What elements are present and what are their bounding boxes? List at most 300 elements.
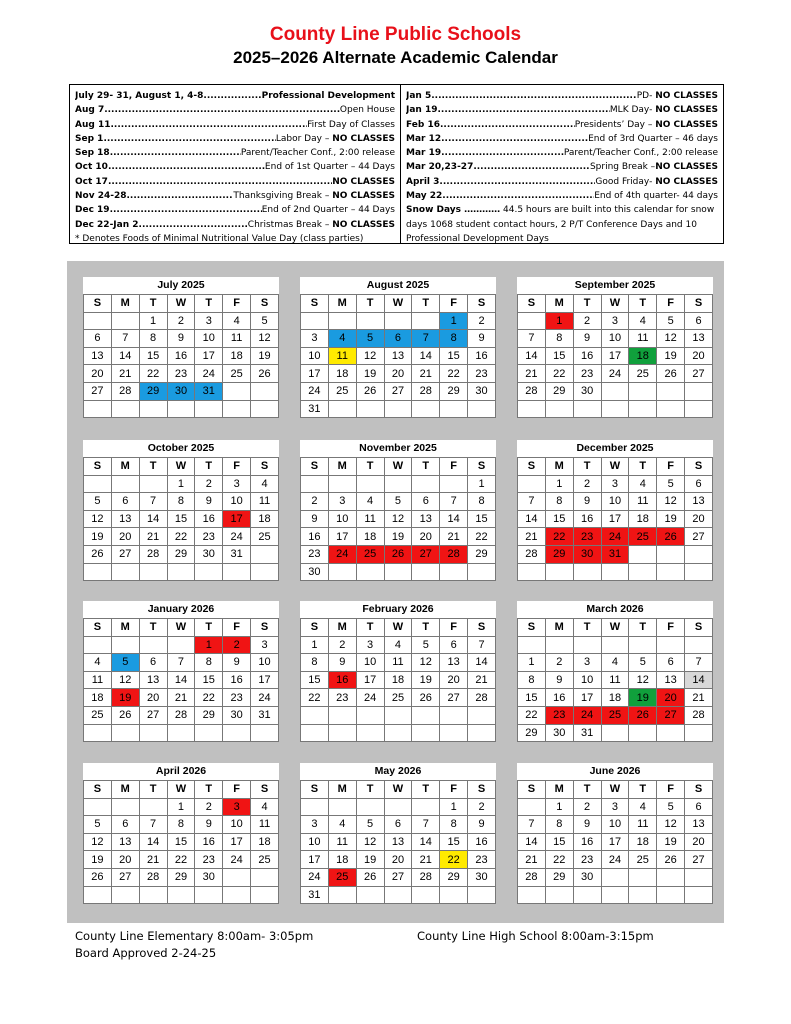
key-date-description-text: Good Friday-	[595, 176, 656, 187]
key-date-row	[75, 218, 395, 232]
key-date-row	[406, 89, 718, 103]
empty-cell	[251, 724, 279, 742]
day-cell: 28	[139, 545, 167, 563]
day-cell: 4	[601, 654, 629, 672]
day-cell: 10	[195, 330, 223, 348]
day-cell: 27	[111, 545, 139, 563]
day-cell: 4	[629, 475, 657, 493]
high-school-hours: County Line High School 8:00am-3:15pm	[417, 929, 654, 943]
day-cell: 31	[195, 382, 223, 400]
empty-cell	[167, 886, 195, 904]
day-cell: 16	[573, 510, 601, 528]
empty-cell	[384, 400, 412, 418]
day-cell: 15	[167, 510, 195, 528]
day-cell: 18	[629, 833, 657, 851]
key-date-date: Aug 11	[75, 119, 111, 130]
day-cell: 11	[84, 671, 112, 689]
weekday-header: T	[412, 295, 440, 313]
day-cell: 22	[167, 851, 195, 869]
calendar-grid	[67, 261, 724, 923]
weekday-header: T	[629, 295, 657, 313]
empty-cell	[223, 886, 251, 904]
month-calendar	[83, 601, 279, 742]
day-cell: 2	[468, 312, 496, 330]
key-date-description-text: Parent/Teacher Conf., 2:00 release	[240, 148, 395, 159]
day-cell: 15	[167, 833, 195, 851]
day-cell: 18	[629, 347, 657, 365]
day-cell: 23	[573, 365, 601, 383]
empty-cell	[301, 706, 329, 724]
day-cell: 17	[573, 689, 601, 707]
day-cell: 20	[440, 671, 468, 689]
weekday-header: S	[251, 619, 279, 637]
month-table	[300, 294, 496, 418]
day-cell: 27	[111, 868, 139, 886]
empty-cell	[412, 475, 440, 493]
day-cell: 13	[111, 833, 139, 851]
empty-cell	[328, 400, 356, 418]
weekday-header: S	[518, 458, 546, 476]
empty-cell	[685, 563, 713, 581]
weekday-header: T	[139, 295, 167, 313]
day-cell: 24	[356, 689, 384, 707]
empty-cell	[657, 724, 685, 742]
month-name: August 2025	[366, 279, 430, 291]
day-cell: 11	[328, 833, 356, 851]
empty-cell	[111, 475, 139, 493]
weekday-header: T	[573, 781, 601, 799]
empty-cell	[84, 636, 112, 654]
weekday-header: S	[518, 295, 546, 313]
day-cell: 21	[518, 528, 546, 546]
key-date-row	[75, 103, 395, 117]
day-cell: 4	[629, 798, 657, 816]
day-cell: 6	[139, 654, 167, 672]
day-cell: 23	[167, 365, 195, 383]
day-cell: 24	[301, 382, 329, 400]
day-cell: 24	[328, 545, 356, 563]
day-cell: 9	[328, 654, 356, 672]
day-cell: 4	[251, 475, 279, 493]
month-table	[83, 457, 279, 581]
day-cell: 5	[412, 636, 440, 654]
day-cell: 12	[84, 833, 112, 851]
day-cell: 29	[468, 545, 496, 563]
empty-cell	[440, 563, 468, 581]
week-row	[84, 528, 279, 546]
day-cell: 8	[440, 816, 468, 834]
day-cell: 4	[384, 636, 412, 654]
month-name: December 2025	[576, 442, 654, 454]
day-cell: 9	[223, 654, 251, 672]
day-cell: 16	[167, 347, 195, 365]
day-cell: 14	[139, 510, 167, 528]
day-cell: 9	[301, 510, 329, 528]
week-row	[518, 706, 713, 724]
empty-cell	[384, 475, 412, 493]
weekday-header: T	[195, 619, 223, 637]
month-name: July 2025	[157, 279, 205, 291]
day-cell: 10	[601, 330, 629, 348]
day-cell: 28	[111, 382, 139, 400]
day-cell: 9	[573, 816, 601, 834]
day-cell: 5	[384, 493, 412, 511]
day-cell: 9	[545, 671, 573, 689]
day-cell: 24	[573, 706, 601, 724]
day-cell: 16	[573, 833, 601, 851]
day-cell: 10	[301, 833, 329, 851]
day-cell: 24	[223, 528, 251, 546]
empty-cell	[440, 400, 468, 418]
weekday-header: M	[545, 619, 573, 637]
day-cell: 3	[328, 493, 356, 511]
weekday-header-row	[518, 619, 713, 637]
day-cell: 18	[384, 671, 412, 689]
day-cell: 1	[139, 312, 167, 330]
weekday-header-row	[84, 781, 279, 799]
empty-cell	[629, 724, 657, 742]
week-row	[84, 400, 279, 418]
board-approved: Board Approved 2-24-25	[75, 946, 217, 960]
week-row	[518, 312, 713, 330]
day-cell: 12	[111, 671, 139, 689]
empty-cell	[223, 868, 251, 886]
key-date-date: Oct 17	[75, 176, 108, 187]
week-row	[301, 382, 496, 400]
key-date-description-text: MLK Day-	[609, 105, 656, 116]
day-cell: 4	[629, 312, 657, 330]
key-date-description-text: End of 1st Quarter – 44 Days	[264, 162, 395, 173]
month-table	[517, 618, 713, 742]
empty-cell	[111, 312, 139, 330]
week-row	[84, 816, 279, 834]
leader-dots	[103, 132, 275, 146]
empty-cell	[223, 724, 251, 742]
empty-cell	[139, 798, 167, 816]
day-cell: 20	[139, 689, 167, 707]
month-calendar	[83, 440, 279, 581]
weekday-header: S	[301, 295, 329, 313]
key-date-date: Mar 20,23-27	[406, 162, 474, 173]
week-row	[518, 365, 713, 383]
empty-cell	[545, 563, 573, 581]
day-cell: 6	[440, 636, 468, 654]
month-name: February 2026	[362, 603, 434, 615]
key-date-description-text: Professional Development	[261, 91, 395, 101]
day-cell: 27	[84, 382, 112, 400]
key-date-description-text: Christmas Break –	[247, 219, 333, 230]
weekday-header: T	[629, 458, 657, 476]
day-cell: 10	[601, 816, 629, 834]
weekday-header: S	[518, 781, 546, 799]
empty-cell	[545, 400, 573, 418]
weekday-header: S	[685, 295, 713, 313]
day-cell: 18	[356, 528, 384, 546]
day-cell: 25	[629, 528, 657, 546]
day-cell: 9	[468, 816, 496, 834]
day-cell: 13	[657, 671, 685, 689]
empty-cell	[440, 886, 468, 904]
day-cell: 3	[601, 798, 629, 816]
weekday-header: F	[657, 781, 685, 799]
day-cell: 30	[195, 868, 223, 886]
day-cell: 31	[301, 400, 329, 418]
day-cell: 30	[573, 545, 601, 563]
day-cell: 27	[384, 868, 412, 886]
weekday-header: T	[573, 458, 601, 476]
snow-days-label: Snow Days …………	[406, 205, 501, 216]
weekday-header: S	[301, 619, 329, 637]
weekday-header: W	[601, 619, 629, 637]
key-date-row	[406, 189, 718, 203]
week-row	[84, 347, 279, 365]
weekday-header: S	[685, 458, 713, 476]
day-cell: 19	[356, 851, 384, 869]
week-row	[84, 654, 279, 672]
day-cell: 15	[440, 833, 468, 851]
day-cell: 6	[384, 330, 412, 348]
empty-cell	[629, 886, 657, 904]
weekday-header: F	[223, 295, 251, 313]
day-cell: 13	[685, 330, 713, 348]
day-cell: 26	[84, 545, 112, 563]
day-cell: 11	[328, 347, 356, 365]
leader-dots	[431, 89, 636, 103]
empty-cell	[573, 400, 601, 418]
day-cell: 7	[412, 816, 440, 834]
day-cell: 28	[440, 545, 468, 563]
day-cell: 5	[356, 816, 384, 834]
day-cell: 25	[251, 528, 279, 546]
weekday-header: M	[111, 781, 139, 799]
day-cell: 26	[629, 706, 657, 724]
empty-cell	[440, 724, 468, 742]
empty-cell	[601, 886, 629, 904]
day-cell: 28	[139, 868, 167, 886]
empty-cell	[573, 563, 601, 581]
day-cell: 14	[111, 347, 139, 365]
empty-cell	[685, 400, 713, 418]
day-cell: 24	[601, 528, 629, 546]
month-name: March 2026	[586, 603, 644, 615]
day-cell: 4	[251, 798, 279, 816]
day-cell: 25	[223, 365, 251, 383]
key-date-date: Nov 24-28	[75, 191, 127, 202]
day-cell: 7	[518, 816, 546, 834]
day-cell: 16	[195, 510, 223, 528]
weekday-header-row	[301, 781, 496, 799]
empty-cell	[251, 868, 279, 886]
week-row	[301, 798, 496, 816]
key-dates-right-column	[401, 85, 723, 243]
empty-cell	[412, 798, 440, 816]
day-cell: 5	[629, 654, 657, 672]
day-cell: 11	[251, 493, 279, 511]
week-row	[301, 475, 496, 493]
week-row	[84, 475, 279, 493]
day-cell: 20	[412, 528, 440, 546]
day-cell: 21	[412, 851, 440, 869]
weekday-header: W	[384, 781, 412, 799]
week-row	[84, 382, 279, 400]
day-cell: 4	[356, 493, 384, 511]
no-classes-label: NO CLASSES	[655, 176, 718, 187]
day-cell: 28	[518, 545, 546, 563]
no-classes-label: NO CLASSES	[655, 105, 718, 116]
day-cell: 12	[412, 654, 440, 672]
empty-cell	[301, 312, 329, 330]
key-date-description	[594, 189, 718, 203]
leader-dots	[439, 175, 595, 189]
empty-cell	[657, 868, 685, 886]
week-row	[518, 724, 713, 742]
day-cell: 26	[412, 689, 440, 707]
day-cell: 19	[384, 528, 412, 546]
weekday-header-row	[518, 781, 713, 799]
key-date-row	[406, 103, 718, 117]
empty-cell	[629, 868, 657, 886]
empty-cell	[328, 312, 356, 330]
day-cell: 5	[356, 330, 384, 348]
snow-days-text: 44.5 hours are built into this calendar for snow days 1068 student contact hours, 2 P/T Conference Days and 10 Professional Development Days	[406, 205, 715, 244]
week-row	[301, 636, 496, 654]
weekday-header: T	[195, 295, 223, 313]
day-cell: 25	[328, 868, 356, 886]
day-cell: 7	[139, 493, 167, 511]
day-cell: 23	[545, 706, 573, 724]
leader-dots	[110, 146, 241, 160]
day-cell: 27	[685, 365, 713, 383]
week-row	[518, 347, 713, 365]
weekday-header: T	[356, 458, 384, 476]
day-cell: 25	[629, 851, 657, 869]
day-cell: 27	[685, 528, 713, 546]
weekday-header: M	[545, 458, 573, 476]
month-table	[300, 618, 496, 742]
day-cell: 15	[440, 347, 468, 365]
day-cell: 12	[629, 671, 657, 689]
day-cell: 7	[685, 654, 713, 672]
empty-cell	[657, 545, 685, 563]
empty-cell	[111, 724, 139, 742]
week-row	[84, 312, 279, 330]
day-cell: 22	[468, 528, 496, 546]
day-cell: 23	[468, 851, 496, 869]
day-cell: 14	[468, 654, 496, 672]
day-cell: 21	[139, 851, 167, 869]
week-row	[301, 851, 496, 869]
day-cell: 30	[545, 724, 573, 742]
day-cell: 2	[195, 798, 223, 816]
week-row	[518, 654, 713, 672]
empty-cell	[601, 724, 629, 742]
day-cell: 22	[301, 689, 329, 707]
month-calendar	[300, 763, 496, 904]
empty-cell	[468, 886, 496, 904]
weekday-header: T	[629, 619, 657, 637]
day-cell: 7	[468, 636, 496, 654]
weekday-header: F	[440, 619, 468, 637]
week-row	[84, 886, 279, 904]
empty-cell	[518, 636, 546, 654]
weekday-header: W	[384, 619, 412, 637]
empty-cell	[629, 382, 657, 400]
weekday-header: T	[139, 619, 167, 637]
day-cell: 15	[545, 347, 573, 365]
key-date-description	[262, 89, 395, 103]
empty-cell	[84, 798, 112, 816]
weekday-header-row	[518, 295, 713, 313]
empty-cell	[356, 475, 384, 493]
day-cell: 15	[545, 833, 573, 851]
day-cell: 27	[139, 706, 167, 724]
weekday-header: T	[139, 781, 167, 799]
empty-cell	[468, 563, 496, 581]
day-cell: 23	[468, 365, 496, 383]
day-cell: 2	[195, 475, 223, 493]
day-cell: 1	[195, 636, 223, 654]
empty-cell	[139, 886, 167, 904]
weekday-header-row	[84, 295, 279, 313]
day-cell: 5	[84, 493, 112, 511]
day-cell: 25	[356, 545, 384, 563]
month-calendar	[517, 277, 713, 418]
day-cell: 9	[195, 493, 223, 511]
key-date-description	[564, 146, 718, 160]
empty-cell	[167, 724, 195, 742]
weekday-header: M	[111, 458, 139, 476]
key-date-description	[590, 160, 718, 174]
week-row	[301, 365, 496, 383]
week-row	[84, 671, 279, 689]
empty-cell	[167, 400, 195, 418]
month-name: September 2025	[574, 279, 656, 291]
day-cell: 7	[111, 330, 139, 348]
weekday-header: W	[601, 295, 629, 313]
day-cell: 21	[685, 689, 713, 707]
week-row	[301, 689, 496, 707]
day-cell: 27	[412, 545, 440, 563]
day-cell: 6	[685, 798, 713, 816]
week-row	[301, 886, 496, 904]
day-cell: 6	[412, 493, 440, 511]
empty-cell	[384, 312, 412, 330]
day-cell: 18	[223, 347, 251, 365]
empty-cell	[251, 563, 279, 581]
no-classes-label: NO CLASSES	[332, 176, 395, 187]
calendar-title: 2025–2026 Alternate Academic Calendar	[233, 48, 558, 67]
key-date-row	[406, 118, 718, 132]
empty-cell	[195, 563, 223, 581]
day-cell: 13	[685, 816, 713, 834]
footer-left	[75, 928, 313, 962]
empty-cell	[657, 886, 685, 904]
day-cell: 2	[328, 636, 356, 654]
weekday-header: M	[545, 295, 573, 313]
month-table	[300, 457, 496, 581]
snow-days-note	[406, 203, 718, 246]
empty-cell	[111, 798, 139, 816]
day-cell: 22	[440, 365, 468, 383]
week-row	[518, 545, 713, 563]
key-date-date: July 29- 31, August 1, 4-8	[75, 91, 204, 101]
day-cell: 4	[328, 330, 356, 348]
day-cell: 29	[167, 545, 195, 563]
empty-cell	[356, 312, 384, 330]
day-cell: 16	[468, 347, 496, 365]
day-cell: 14	[167, 671, 195, 689]
weekday-header: S	[84, 781, 112, 799]
